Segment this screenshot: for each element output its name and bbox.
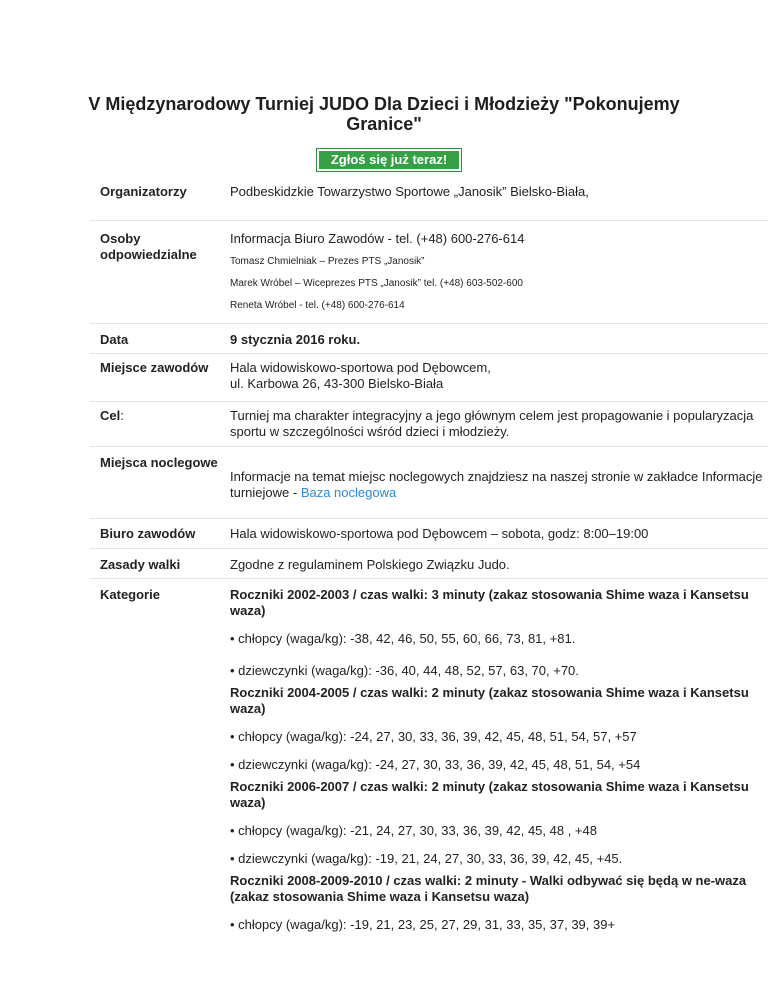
category-header: Roczniki 2006-2007 / czas walki: 2 minuty (zakaz stosowania Shime waza i Kansetsu waza) (230, 778, 749, 810)
signup-button-frame[interactable] (316, 148, 462, 172)
category-boys: • chłopcy (waga/kg): -38, 42, 46, 50, 55, 60, 66, 73, 81, +81. (230, 630, 576, 646)
label-organizatorzy: Organizatorzy (90, 174, 230, 220)
category-boys: • chłopcy (waga/kg): -21, 24, 27, 30, 33, 36, 39, 42, 45, 48 , +48 (230, 822, 597, 838)
person-line: Tomasz Chmielniak – Prezes PTS „Janosik” (230, 255, 425, 267)
row-organizatorzy (90, 174, 768, 220)
row-cel (90, 401, 768, 446)
row-biuro (90, 518, 768, 548)
label-zasady: Zasady walki (90, 548, 230, 578)
value-data: 9 stycznia 2016 roku. (230, 323, 768, 353)
page-title: V Międzynarodowy Turniej JUDO Dla Dzieci i Młodzieży "Pokonujemy Granice" (88, 94, 680, 134)
category-header: Roczniki 2004-2005 / czas walki: 2 minuty (zakaz stosowania Shime waza i Kansetsu waza) (230, 684, 749, 716)
row-kategorie (90, 578, 768, 933)
value-noclegi: Informacje na temat miejsc noclegowych znajdziesz na naszej stronie w zakładce Informacje turniejowe - (230, 468, 763, 500)
category-boys: • chłopcy (waga/kg): -24, 27, 30, 33, 36, 39, 42, 45, 48, 51, 54, 57, +57 (230, 728, 637, 744)
row-zasady (90, 548, 768, 578)
category-girls: • dziewczynki (waga/kg): -24, 27, 30, 33, 36, 39, 42, 45, 48, 51, 54, +54 (230, 756, 641, 772)
label-cel-colon: : (120, 407, 124, 423)
value-osoby-main: Informacja Biuro Zawodów - tel. (+48) 600-276-614 (230, 230, 525, 246)
row-osoby (90, 220, 768, 323)
label-kategorie: Kategorie (100, 586, 160, 602)
row-data (90, 323, 768, 353)
category-girls: • dziewczynki (waga/kg): -36, 40, 44, 48, 52, 57, 63, 70, +70. (230, 662, 579, 678)
row-miejsce (90, 353, 768, 401)
value-cel: Turniej ma charakter integracyjny a jego głównym celem jest propagowanie i popularyzacja sportu w szczególności wśród dzieci i młodzieży. (230, 407, 754, 439)
value-biuro: Hala widowiskowo-sportowa pod Dębowcem – sobota, godz: 8:00–19:00 (230, 518, 768, 548)
value-miejsce-line2: ul. Karbowa 26, 43-300 Bielsko-Biała (230, 375, 444, 391)
baza-noclegowa-link[interactable]: Baza noclegowa (300, 484, 397, 500)
label-data: Data (90, 323, 230, 353)
label-biuro: Biuro zawodów (90, 518, 230, 548)
value-organizatorzy: Podbeskidzkie Towarzystwo Sportowe „Janosik” Bielsko-Biała, (230, 174, 768, 220)
label-miejsce: Miejsce zawodów (90, 353, 230, 401)
category-boys: • chłopcy (waga/kg): -19, 21, 23, 25, 27, 29, 31, 33, 35, 37, 39, 39+ (230, 916, 616, 932)
label-noclegi: Miejsca noclegowe (90, 446, 230, 518)
category-girls: • dziewczynki (waga/kg): -19, 21, 24, 27, 30, 33, 36, 39, 42, 45, +45. (230, 850, 623, 866)
category-header: Roczniki 2008-2009-2010 / czas walki: 2 minuty - Walki odbywać się będą w ne-waza (zakaz stosowania Shime waza i Kansetsu waza) (230, 872, 747, 904)
value-miejsce-line1: Hala widowiskowo-sportowa pod Dębowcem, (230, 359, 491, 375)
label-osoby: Osoby odpowiedzialne (90, 220, 230, 323)
category-header: Roczniki 2002-2003 / czas walki: 3 minuty (zakaz stosowania Shime waza i Kansetsu waza) (230, 586, 749, 618)
row-noclegi (90, 446, 768, 518)
person-line: Reneta Wróbel - tel. (+48) 600-276-614 (230, 299, 405, 311)
info-table (90, 174, 768, 933)
value-zasady: Zgodne z regulaminem Polskiego Związku Judo. (230, 548, 768, 578)
label-cel: Cel (100, 407, 121, 423)
person-line: Marek Wróbel – Wiceprezes PTS „Janosik” tel. (+48) 603-502-600 (230, 277, 523, 289)
signup-button[interactable]: Zgłoś się już teraz! (319, 151, 459, 169)
